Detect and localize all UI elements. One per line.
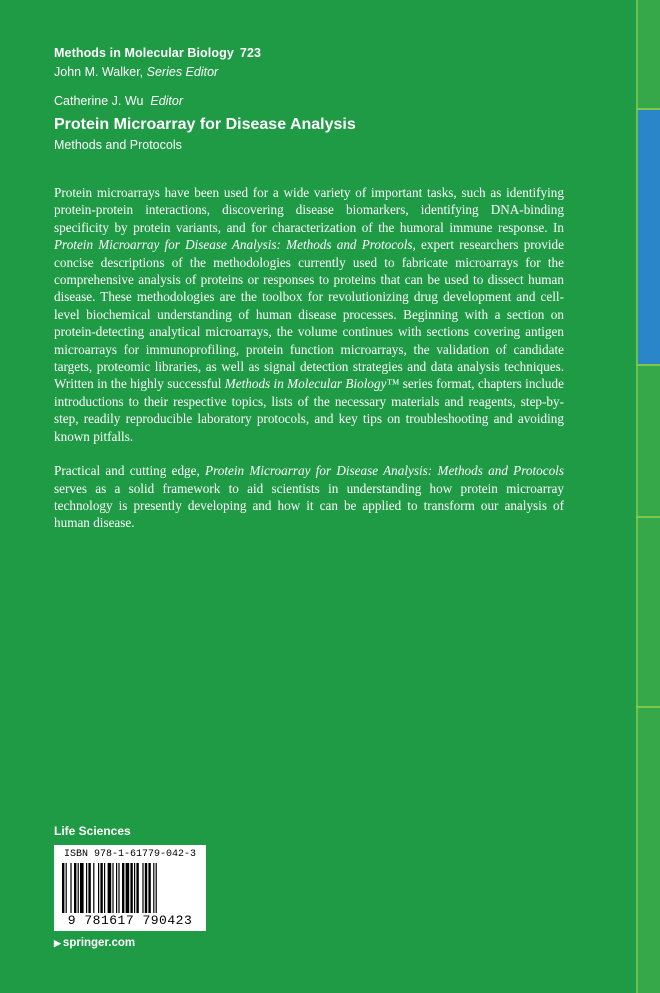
publisher-url: springer.com [62,937,136,949]
barcode-bar [142,863,143,913]
barcode-bar [156,863,157,913]
isbn-label: ISBN 978-1-61779-042-3 [63,849,197,860]
barcode-bar [88,863,90,913]
series-editor-role: Series Editor [146,65,219,79]
book-editor-name: Catherine J. Wu [54,94,144,108]
barcode-bar [104,863,105,913]
book-editor-role: Editor [150,94,184,108]
series-number: 723 [239,46,262,60]
spine-blue-band [638,110,660,364]
spine-tick [636,516,660,518]
series-title [54,46,261,60]
barcode-bar [100,863,102,913]
barcode-bar [74,863,76,913]
arrow-icon: ▶ [54,938,61,948]
text-span: series format, chapters include introductions to their respective topics, lists of the necessary materials and reagents, step-by-step, readily reproducible laboratory protocols, and key tips on troubleshooting and avoiding known pitfalls. [54,376,564,444]
spine-tick [636,364,660,366]
series-name: Methods in Molecular Biology [54,46,234,60]
description-paragraph [54,184,564,445]
text-span: Protein microarrays have been used for a wide variety of important tasks, such as identifying protein-protein interactions, discovering disease biomarkers, identifying DNA-binding specificity by protein variants, and for characterization of the humoral immune response. In [54,185,564,235]
barcode-bar [153,863,154,913]
barcode-bar [62,863,64,913]
barcode-bar [112,863,113,913]
barcode-bar [86,863,87,913]
category-label: Life Sciences [54,824,131,838]
barcode-bar [130,863,132,913]
barcode-bar [116,863,117,913]
barcode-bar [118,863,119,913]
spine-tick [636,706,660,708]
barcode-bar [80,863,84,913]
book-subtitle: Methods and Protocols [54,138,182,152]
barcode-bar [98,863,99,913]
barcode-bar [122,863,124,913]
barcode-bar [108,863,112,913]
barcode-bar [136,863,138,913]
publisher-link[interactable] [54,937,135,949]
barcode-bar [134,863,135,913]
barcode-bar [66,863,67,913]
text-span: Practical and cutting edge, [54,463,206,479]
barcode-bar [78,863,79,913]
italic-series: Methods in Molecular Biology™ [224,376,400,392]
book-title: Protein Microarray for Disease Analysis [54,116,356,133]
series-editor-name: John M. Walker, [54,65,144,79]
barcode-bar [148,863,150,913]
italic-title: Protein Microarray for Disease Analysis: Methods and Protocols, [54,237,416,253]
barcode-bar [93,863,94,913]
isbn-barcode [54,845,206,931]
description [54,184,564,549]
text-span: expert researchers provide concise descriptions of the methodologies currently used to fabricate microarrays for the comprehensive analysis of proteins or responses to proteins that can be used to dissect human disease. These methodologies are the toolbox for revolutionizing drug development and cell-level biochemical understanding of human disease processes. Beginning with a section on protein-detecting analytical microarrays, the volume continues with sections covering antigen microarrays for immunoprofiling, protein function microarrays, the validation of candidate targets, proteomic libraries, as well as signal detection strategies and data analysis techniques. Written in the highly successful [54,237,564,392]
barcode-bar [145,863,147,913]
text-span: serves as a solid framework to aid scientists in understanding how protein microarray technology is presently developing and how it can be applied to transform our analysis of human disease. [54,480,564,531]
series-editor-line [54,65,218,79]
barcode-bar [70,863,71,913]
book-editor-line [54,94,183,108]
description-paragraph [54,462,564,532]
barcode-bar [126,863,130,913]
italic-title: Protein Microarray for Disease Analysis: Methods and Protocols [205,463,564,479]
barcode-bars [62,863,198,913]
spine-tick [636,108,660,110]
ean-digits: 9 781617 790423 [67,913,193,928]
